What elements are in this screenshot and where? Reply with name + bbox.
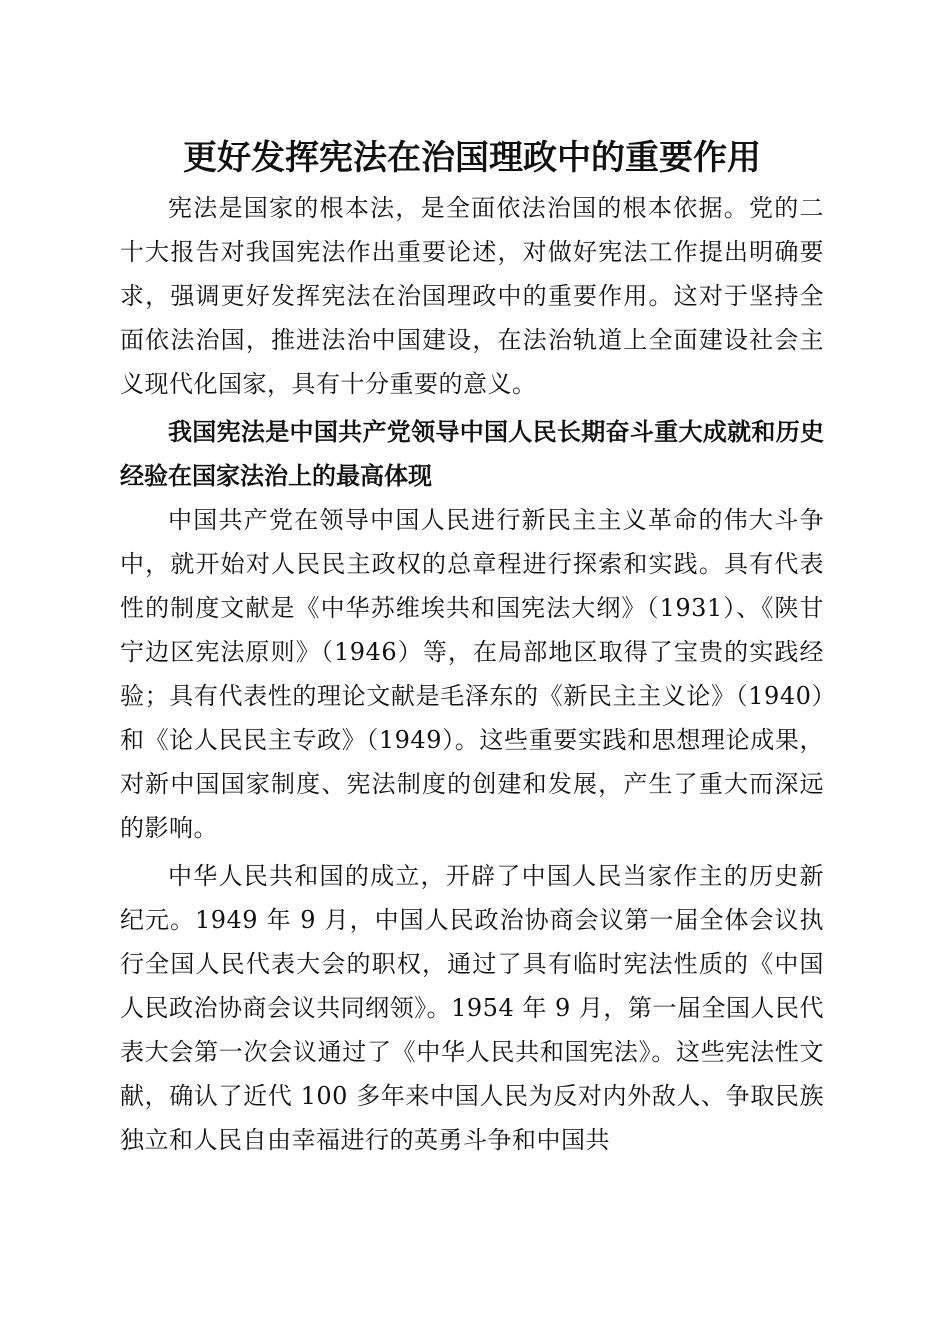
document-title: 更好发挥宪法在治国理政中的重要作用 — [183, 138, 761, 178]
paragraph-intro: 宪法是国家的根本法，是全面依法治国的根本依据。党的二十大报告对我国宪法作出重要论述，对做好宪法工作提出明确要求，强调更好发挥宪法在治国理政中的重要作用。这对于坚持全面依法治国，推进法治中国建设，在法治轨道上全面建设社会主义现代化国家，具有十分重要的意义。 — [120, 194, 824, 398]
paragraph-founding: 中华人民共和国的成立，开辟了中国人民当家作主的历史新纪元。1949 年 9 月，中国人民政治协商会议第一届全体会议执行全国人民代表大会的职权，通过了具有临时宪法性质的《中国人民政治协商会议共同纲领》。1954 年 9 月，第一届全国人民代表大会第一次会议通过了《中华人民共和国宪法》。这些宪法性文献，确认了近代 100 多年来中国人民为反对内外敌人、争取民族独立和人民自由幸福进行的英勇斗争和中国共 — [120, 862, 824, 1154]
paragraph-history: 中国共产党在领导中国人民进行新民主主义革命的伟大斗争中，就开始对人民民主政权的总章程进行探索和实践。具有代表性的制度文献是《中华苏维埃共和国宪法大纲》（1931）、《陕甘宁边区宪法原则》（1946）等，在局部地区取得了宝贵的实践经验；具有代表性的理论文献是毛泽东的《新民主主义论》（1940）和《论人民民主专政》（1949）。这些重要实践和思想理论成果，对新中国国家制度、宪法制度的创建和发展，产生了重大而深远的影响。 — [120, 506, 824, 842]
section-heading: 我国宪法是中国共产党领导中国人民长期奋斗重大成就和历史经验在国家法治上的最高体现 — [120, 418, 824, 490]
